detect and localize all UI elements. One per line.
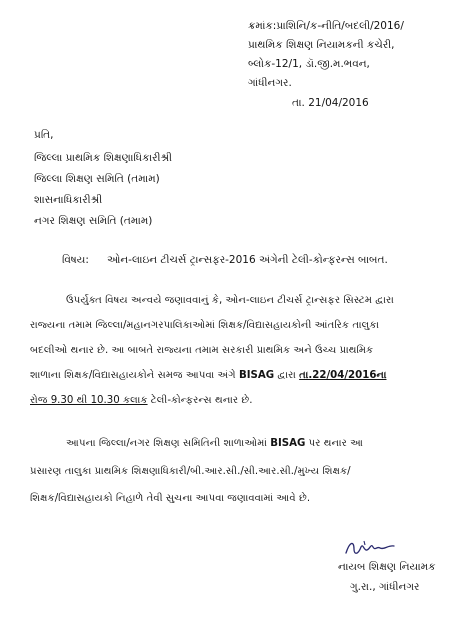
conference-time: રોજ 9.30 થી 10.30 કલાક: [30, 395, 148, 406]
paragraph-1-line-4-text: શાળાના શિક્ષક/વિદ્યાસહાયકોને સમજ આપવા અંગે: [30, 370, 239, 381]
paragraph-2-line-3: શિક્ષક/વિદ્યાસહાયકો નિહાળે તેવી સુચના આપવા જણાવવામાં આવે છે.: [30, 493, 311, 504]
paragraph-2-line-1-end: પર થનાર આ: [305, 438, 364, 449]
handwritten-signature: [342, 537, 398, 559]
signatory-title: નાયબ શિક્ષણ નિયામક: [338, 561, 436, 573]
office-name: પ્રાથમિક શિક્ષણ નિયામકની કચેરી,: [248, 39, 395, 51]
recipient-line-1: જિલ્લા પ્રાથમિક શિક્ષણાધિકારીશ્રી: [34, 152, 173, 164]
letter-date: તા. 21/04/2016: [292, 97, 369, 109]
paragraph-1-line-3: બદલીઓ થનાર છે. આ બાબતે રાજ્યના તમામ સરકારી પ્રાથમિક અને ઉચ્ચ પ્રાથમિક: [30, 345, 374, 356]
paragraph-1-line-1: ઉપર્યુક્ત વિષય અન્વયે જણાવવાનું કે, ઓન-લાઇન ટીચર્સ ટ્રાન્સફર સિસ્ટમ દ્વારા: [66, 295, 394, 306]
reference-number: ક્રમાંક:પ્રાશિનિ/ક-નીતિ/બદલી/2016/: [248, 20, 404, 32]
paragraph-1-line-5: [30, 394, 253, 408]
paragraph-2-line-2: પ્રસારણ તાલુકા પ્રાથમિક શિક્ષણાધિકારી/બી.આર.સી./સી.આર.સી./મુખ્ય શિક્ષક/: [30, 466, 351, 477]
office-block: બ્લોક-12/1, ડૉ.જી.મ.ભવન,: [248, 58, 370, 70]
recipient-line-3: શાસનાધિકારીશ્રી: [34, 194, 103, 206]
recipient-line-2: જિલ્લા શિક્ષણ સમિતિ (તમામ): [34, 173, 160, 185]
bisag-name: BISAG: [238, 370, 275, 381]
paragraph-1-line-2: રાજ્યના તમામ જિલ્લા/મહાનગરપાલિકાઓમાં શિક્ષક/વિદ્યાસહાયકોની આંતરિક તાલુકા: [30, 320, 380, 331]
paragraph-1-line-5-text: ટેલી-કોન્ફરન્સ થનાર છે.: [147, 395, 253, 406]
bisag-name-2: BISAG: [270, 438, 306, 449]
paragraph-1-line-4-mid: દ્વારા: [274, 370, 300, 381]
subject-label: વિષય:: [62, 254, 89, 266]
conference-date: તા.22/04/2016ના: [299, 370, 387, 381]
paragraph-2-line-1: [66, 437, 363, 451]
to-label: પ્રતિ,: [34, 129, 54, 141]
office-city: ગાંધીનગર.: [248, 77, 292, 89]
recipient-line-4: નગર શિક્ષણ સમિતિ (તમામ): [34, 215, 153, 227]
paragraph-1-line-4: [30, 369, 387, 383]
subject-text: ઓન-લાઇન ટીચર્સ ટ્રાન્સફર-2016 અંગેની ટેલી-કોન્ફરન્સ બાબત.: [107, 254, 388, 266]
signatory-org: ગુ.રા., ગાંધીનગર: [350, 581, 420, 593]
paragraph-2-line-1-text: આપના જિલ્લા/નગર શિક્ષણ સમિતિની શાળાઓમાં: [66, 438, 271, 449]
